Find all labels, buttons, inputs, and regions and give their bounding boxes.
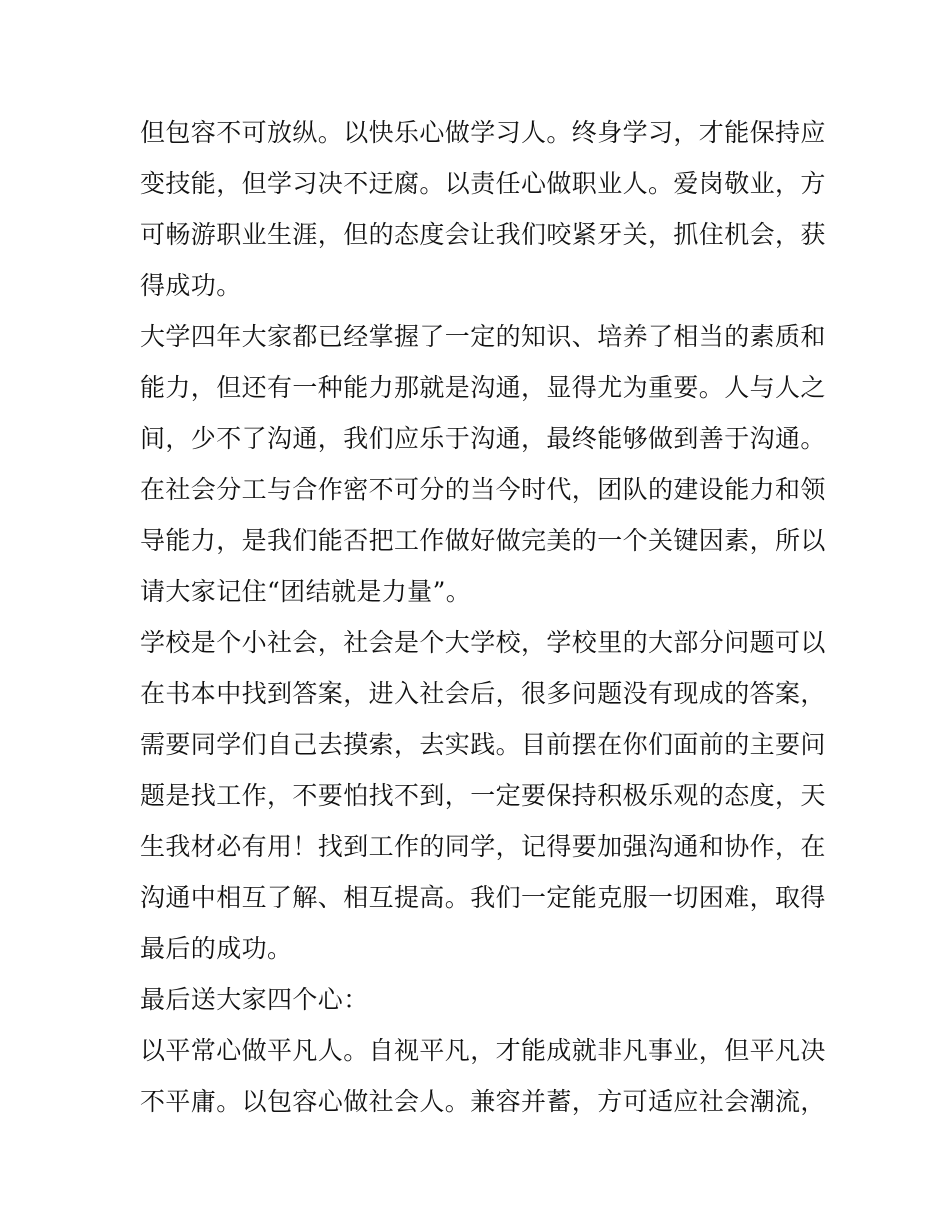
- text-line: 生我材必有用！找到工作的同学，记得要加强沟通和协作，在: [140, 832, 826, 861]
- text-line: 间，少不了沟通，我们应乐于沟通，最终能够做到善于沟通。: [140, 424, 826, 453]
- document-body: [140, 107, 826, 1127]
- text-line: 但包容不可放纵。以快乐心做学习人。终身学习，才能保持应: [140, 118, 826, 147]
- text-line: 导能力，是我们能否把工作做好做完美的一个关键因素，所以: [140, 526, 826, 555]
- text-line: 变技能，但学习决不迂腐。以责任心做职业人。爱岗敬业，方: [140, 169, 826, 198]
- text-line: 需要同学们自己去摸索，去实践。目前摆在你们面前的主要问: [140, 730, 826, 759]
- text-line: 以平常心做平凡人。自视平凡，才能成就非凡事业，但平凡决: [140, 1036, 826, 1065]
- text-line: 可畅游职业生涯，但的态度会让我们咬紧牙关，抓住机会，获: [140, 220, 826, 249]
- text-line: 在书本中找到答案，进入社会后，很多问题没有现成的答案，: [140, 679, 826, 708]
- text-line: 能力，但还有一种能力那就是沟通，显得尤为重要。人与人之: [140, 373, 826, 402]
- text-line: 得成功。: [140, 271, 242, 300]
- text-line: 不平庸。以包容心做社会人。兼容并蓄，方可适应社会潮流，: [140, 1087, 826, 1116]
- text-line: 沟通中相互了解、相互提高。我们一定能克服一切困难，取得: [140, 883, 826, 912]
- text-line: 在社会分工与合作密不可分的当今时代，团队的建设能力和领: [140, 475, 826, 504]
- text-line: 最后的成功。: [140, 934, 293, 963]
- text-line: 最后送大家四个心：: [140, 985, 369, 1014]
- text-line: 学校是个小社会，社会是个大学校，学校里的大部分问题可以: [140, 628, 826, 657]
- text-line: 请大家记住“团结就是力量”。: [140, 577, 472, 606]
- text-line: 大学四年大家都已经掌握了一定的知识、培养了相当的素质和: [140, 322, 826, 351]
- text-line: 题是找工作，不要怕找不到，一定要保持积极乐观的态度，天: [140, 781, 826, 810]
